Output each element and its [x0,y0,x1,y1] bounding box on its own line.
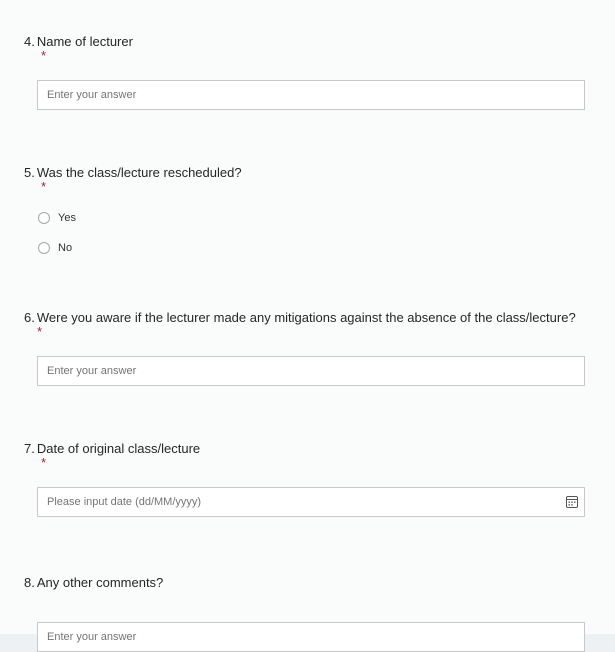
question-title [24,575,163,591]
radio-button-icon[interactable] [38,242,50,254]
radio-option-yes[interactable] [38,210,76,226]
radio-label: Yes [58,212,76,224]
required-asterisk: * [41,455,47,470]
question-text: Name of lecturer [36,34,133,49]
radio-label: No [58,242,73,254]
date-input[interactable] [37,487,585,517]
question-number: 5. [24,165,35,180]
mitigations-input[interactable] [37,356,585,386]
question-text: Date of original class/lecture [36,441,201,456]
question-number: 6. [24,310,35,325]
question-title [24,310,576,326]
radio-button-icon[interactable] [38,212,50,224]
lecturer-name-input[interactable] [37,80,585,110]
required-asterisk: * [41,179,47,194]
question-text: Was the class/lecture rescheduled? [36,165,242,180]
question-title [24,165,242,181]
calendar-icon[interactable] [566,495,578,508]
required-asterisk: * [37,324,43,339]
question-title [24,441,200,457]
question-text: Were you aware if the lecturer made any mitigations against the absence of the class/lecture? [36,310,576,325]
question-number: 8. [24,575,35,590]
question-number: 4. [24,34,35,49]
question-number: 7. [24,441,35,456]
radio-option-no[interactable] [38,240,72,256]
comments-input[interactable] [37,622,585,652]
question-text: Any other comments? [36,575,164,590]
required-asterisk: * [41,48,47,63]
date-picker[interactable] [37,487,585,517]
